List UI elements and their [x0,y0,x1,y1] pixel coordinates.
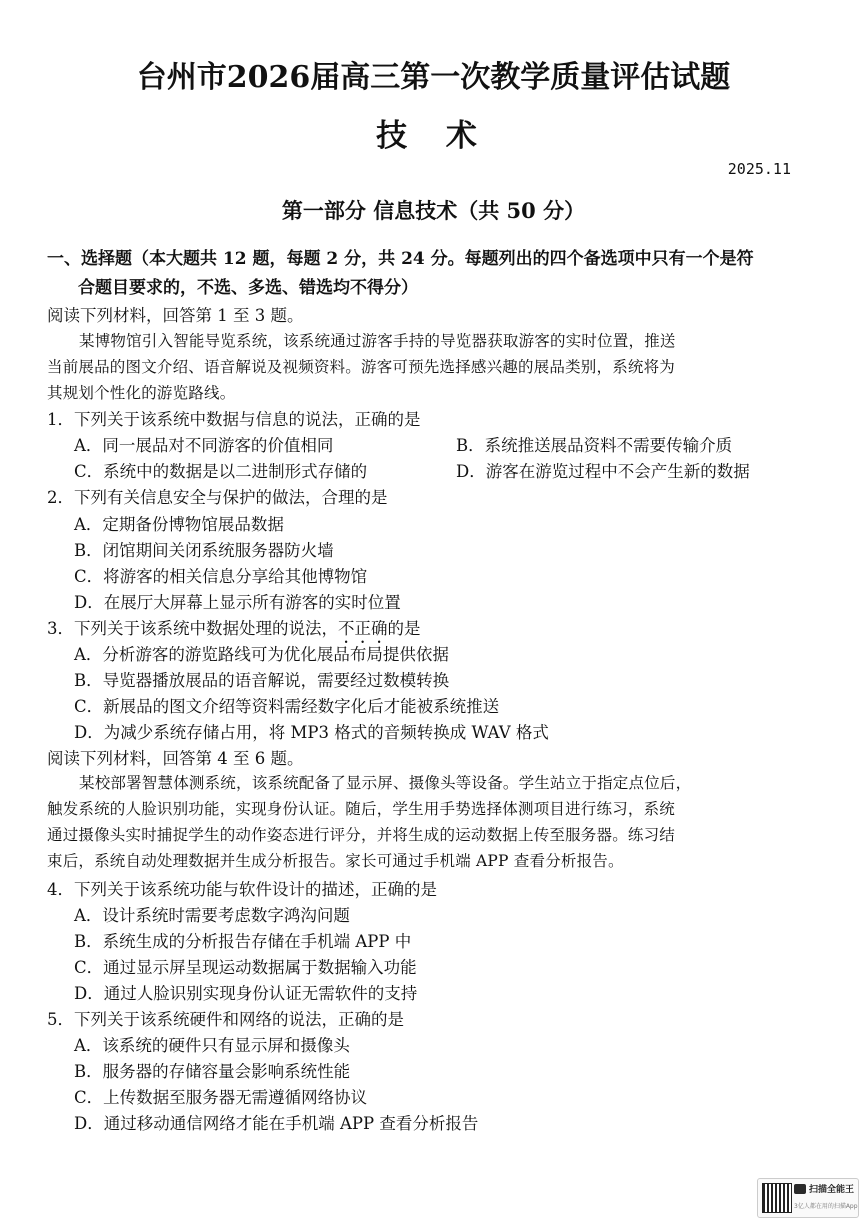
qr-code-icon [762,1183,792,1213]
material1-line: 某博物馆引入智能导览系统，该系统通过游客手持的导览器获取游客的实时位置，推送 [79,332,676,350]
question-5-option-a: A．该系统的硬件只有显示屏和摄像头 [74,1036,350,1055]
material1-intro: 阅读下列材料，回答第 1 至 3 题。 [47,306,304,325]
question-4-option-b: B．系统生成的分析报告存储在手机端 APP 中 [74,932,412,951]
exam-date: 2025.11 [727,160,791,178]
question-2-option-b: B．闭馆期间关闭系统服务器防火墙 [74,541,334,560]
question-2-option-d: D．在展厅大屏幕上显示所有游客的实时位置 [74,593,401,612]
question-1-option-c: C．系统中的数据是以二进制形式存储的 [74,462,368,481]
question-2-option-a: A．定期备份博物馆展品数据 [74,515,284,534]
material2-line: 某校部署智慧体测系统，该系统配备了显示屏、摄像头等设备。学生站立于指定点位后， [79,774,692,792]
section-heading-line2: 合题目要求的，不选、多选、错选均不得分） [78,278,418,298]
question-4-option-a: A．设计系统时需要考虑数字鸿沟问题 [74,906,350,925]
question-3-stem-post: 的是 [387,619,421,638]
question-1-option-b: B．系统推送展品资料不需要传输介质 [456,436,733,455]
question-5-stem: 5．下列关于该系统硬件和网络的说法，正确的是 [47,1010,404,1029]
material2-line: 触发系统的人脸识别功能，实现身份认证。随后，学生用手势选择体测项目进行练习，系统 [47,800,676,818]
material2-line: 通过摄像头实时捕捉学生的动作姿态进行评分，并将生成的运动数据上传至服务器。练习结 [47,826,676,844]
question-3-option-a: A．分析游客的游览路线可为优化展品布局提供依据 [74,645,449,664]
exam-title: 台州市2026届高三第一次教学质量评估试题 [136,60,731,95]
question-4-option-d: D．通过人脸识别实现身份认证无需软件的支持 [74,984,418,1003]
material1-line: 当前展品的图文介绍、语音解说及视频资料。游客可预先选择感兴趣的展品类别，系统将为 [47,358,676,376]
subject-title: 技 术 [376,118,491,154]
question-1-option-a: A．同一展品对不同游客的价值相同 [74,436,334,455]
question-5-option-c: C．上传数据至服务器无需遵循网络协议 [74,1088,368,1107]
watermark-name: 扫描全能王 [809,1185,855,1195]
question-4-stem: 4．下列关于该系统功能与软件设计的描述，正确的是 [47,880,437,899]
part-heading: 第一部分 信息技术（共 50 分） [281,198,586,223]
question-3-stem-pre: 3．下列关于该系统中数据处理的说法， [47,619,338,638]
section-heading-line1: 一、选择题（本大题共 12 题，每题 2 分，共 24 分。每题列出的四个备选项中只有一个是符 [47,249,754,269]
scanner-logo-icon [794,1184,806,1194]
question-3-option-d: D．为减少系统存储占用，将 MP3 格式的音频转换成 WAV 格式 [74,723,549,742]
question-3-option-b: B．导览器播放展品的语音解说，需要经过数模转换 [74,671,450,690]
question-5-option-d: D．通过移动通信网络才能在手机端 APP 查看分析报告 [74,1114,479,1133]
material1-line: 其规划个性化的游览路线。 [47,384,236,402]
material2-intro: 阅读下列材料，回答第 4 至 6 题。 [47,749,304,768]
material2-line: 束后，系统自动处理数据并生成分析报告。家长可通过手机端 APP 查看分析报告。 [47,852,624,870]
question-3-option-c: C．新展品的图文介绍等资料需经数字化后才能被系统推送 [74,697,500,716]
question-2-option-c: C．将游客的相关信息分享给其他博物馆 [74,567,368,586]
watermark-subtitle: 3亿人都在用的扫描App [794,1203,858,1210]
question-5-option-b: B．服务器的存储容量会影响系统性能 [74,1062,351,1081]
question-4-option-c: C．通过显示屏呈现运动数据属于数据输入功能 [74,958,417,977]
scanner-watermark [757,1178,859,1218]
question-3-stem-emphasis: 不正确 [338,619,388,638]
question-2-stem: 2．下列有关信息安全与保护的做法，合理的是 [47,488,388,507]
question-1-option-d: D．游客在游览过程中不会产生新的数据 [456,462,750,481]
question-1-stem: 1．下列关于该系统中数据与信息的说法，正确的是 [47,410,421,429]
